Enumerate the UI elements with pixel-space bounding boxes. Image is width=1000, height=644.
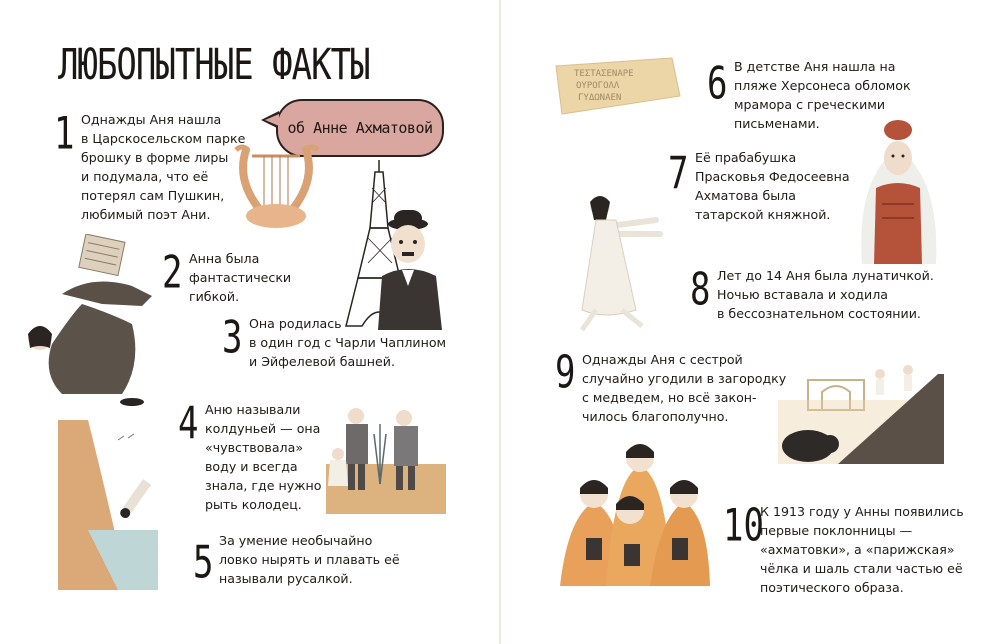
inscription-line-1: ΤΕΣΤΑΣΕΝΑΡΕ (574, 69, 634, 79)
diving-girl-illustration (58, 420, 158, 590)
fact-text-10: К 1913 году у Анны появились первые поклонницы — «ахматовки», а «парижская» чёлка и шаль стали частью её поэтического образа. (760, 504, 964, 595)
fact-text-6: В детстве Аня нашла на пляже Херсонеса обломок мрамора с греческими письменами. (734, 59, 911, 131)
fact-number-4: 4 (178, 398, 199, 450)
fact-text-7: Её прабабушка Прасковья Федосеевна Ахматова была татарской княжной. (695, 150, 850, 222)
inscription-line-3: ΓΥΔΩΝΑΕΝ (578, 93, 622, 103)
bubble-tail-fill (265, 114, 279, 126)
fact-text-3: Она родилась в один год с Чарли Чаплином и Эйфелевой башней. (249, 316, 447, 369)
fact-number-7: 7 (668, 148, 689, 200)
fact-text-2: Анна была фантастически гибкой. (189, 251, 292, 304)
book-gutter (499, 0, 501, 644)
well-digging-illustration (326, 394, 446, 514)
inscription-line-2: ΟΥΡΟΓΟΛΛ (576, 81, 620, 91)
admirers-group-illustration (560, 436, 710, 586)
chaplin-illustration (368, 206, 444, 330)
fact-text-8: Лет до 14 Аня была лунатичкой. Ночью вставала и ходила в бессознательном состоянии. (717, 268, 934, 321)
fact-number-3: 3 (222, 312, 243, 364)
bear-enclosure-illustration (778, 360, 944, 464)
lyre-illustration (232, 140, 322, 232)
fact-number-8: 8 (690, 264, 711, 316)
subtitle-text: об Анне Ахматовой (287, 119, 433, 137)
fact-number-2: 2 (162, 247, 183, 299)
page-title: ЛЮБОПЫТНЫЕ ФАКТЫ (58, 40, 370, 90)
fact-number-9: 9 (555, 347, 576, 399)
fact-number-1: 1 (54, 108, 75, 160)
marble-fragment-illustration (552, 56, 682, 116)
fact-number-6: 6 (707, 58, 728, 110)
fact-text-5: За умение необычайно ловко нырять и плавать её называли русалкой. (219, 533, 400, 586)
tatar-princess-illustration (852, 118, 944, 264)
fact-text-9: Однажды Аня с сестрой случайно угодили в загородку с медведем, но всё закон- чилось благополучно. (582, 352, 787, 424)
sleepwalking-girl-illustration (576, 190, 676, 336)
fact-number-5: 5 (193, 537, 214, 589)
fact-text-4: Аню называли колдуньей — она «чувствовала» воду и всегда знала, где нужно рыть колодец. (205, 402, 322, 512)
fact-number-10: 10 (723, 500, 764, 552)
flexible-girl-illustration (22, 234, 172, 408)
fact-text-1: Однажды Аня нашла в Царскосельском парке брошку в форме лиры и подумала, что её потерял сам Пушкин, любимый поэт Ани. (81, 112, 246, 222)
